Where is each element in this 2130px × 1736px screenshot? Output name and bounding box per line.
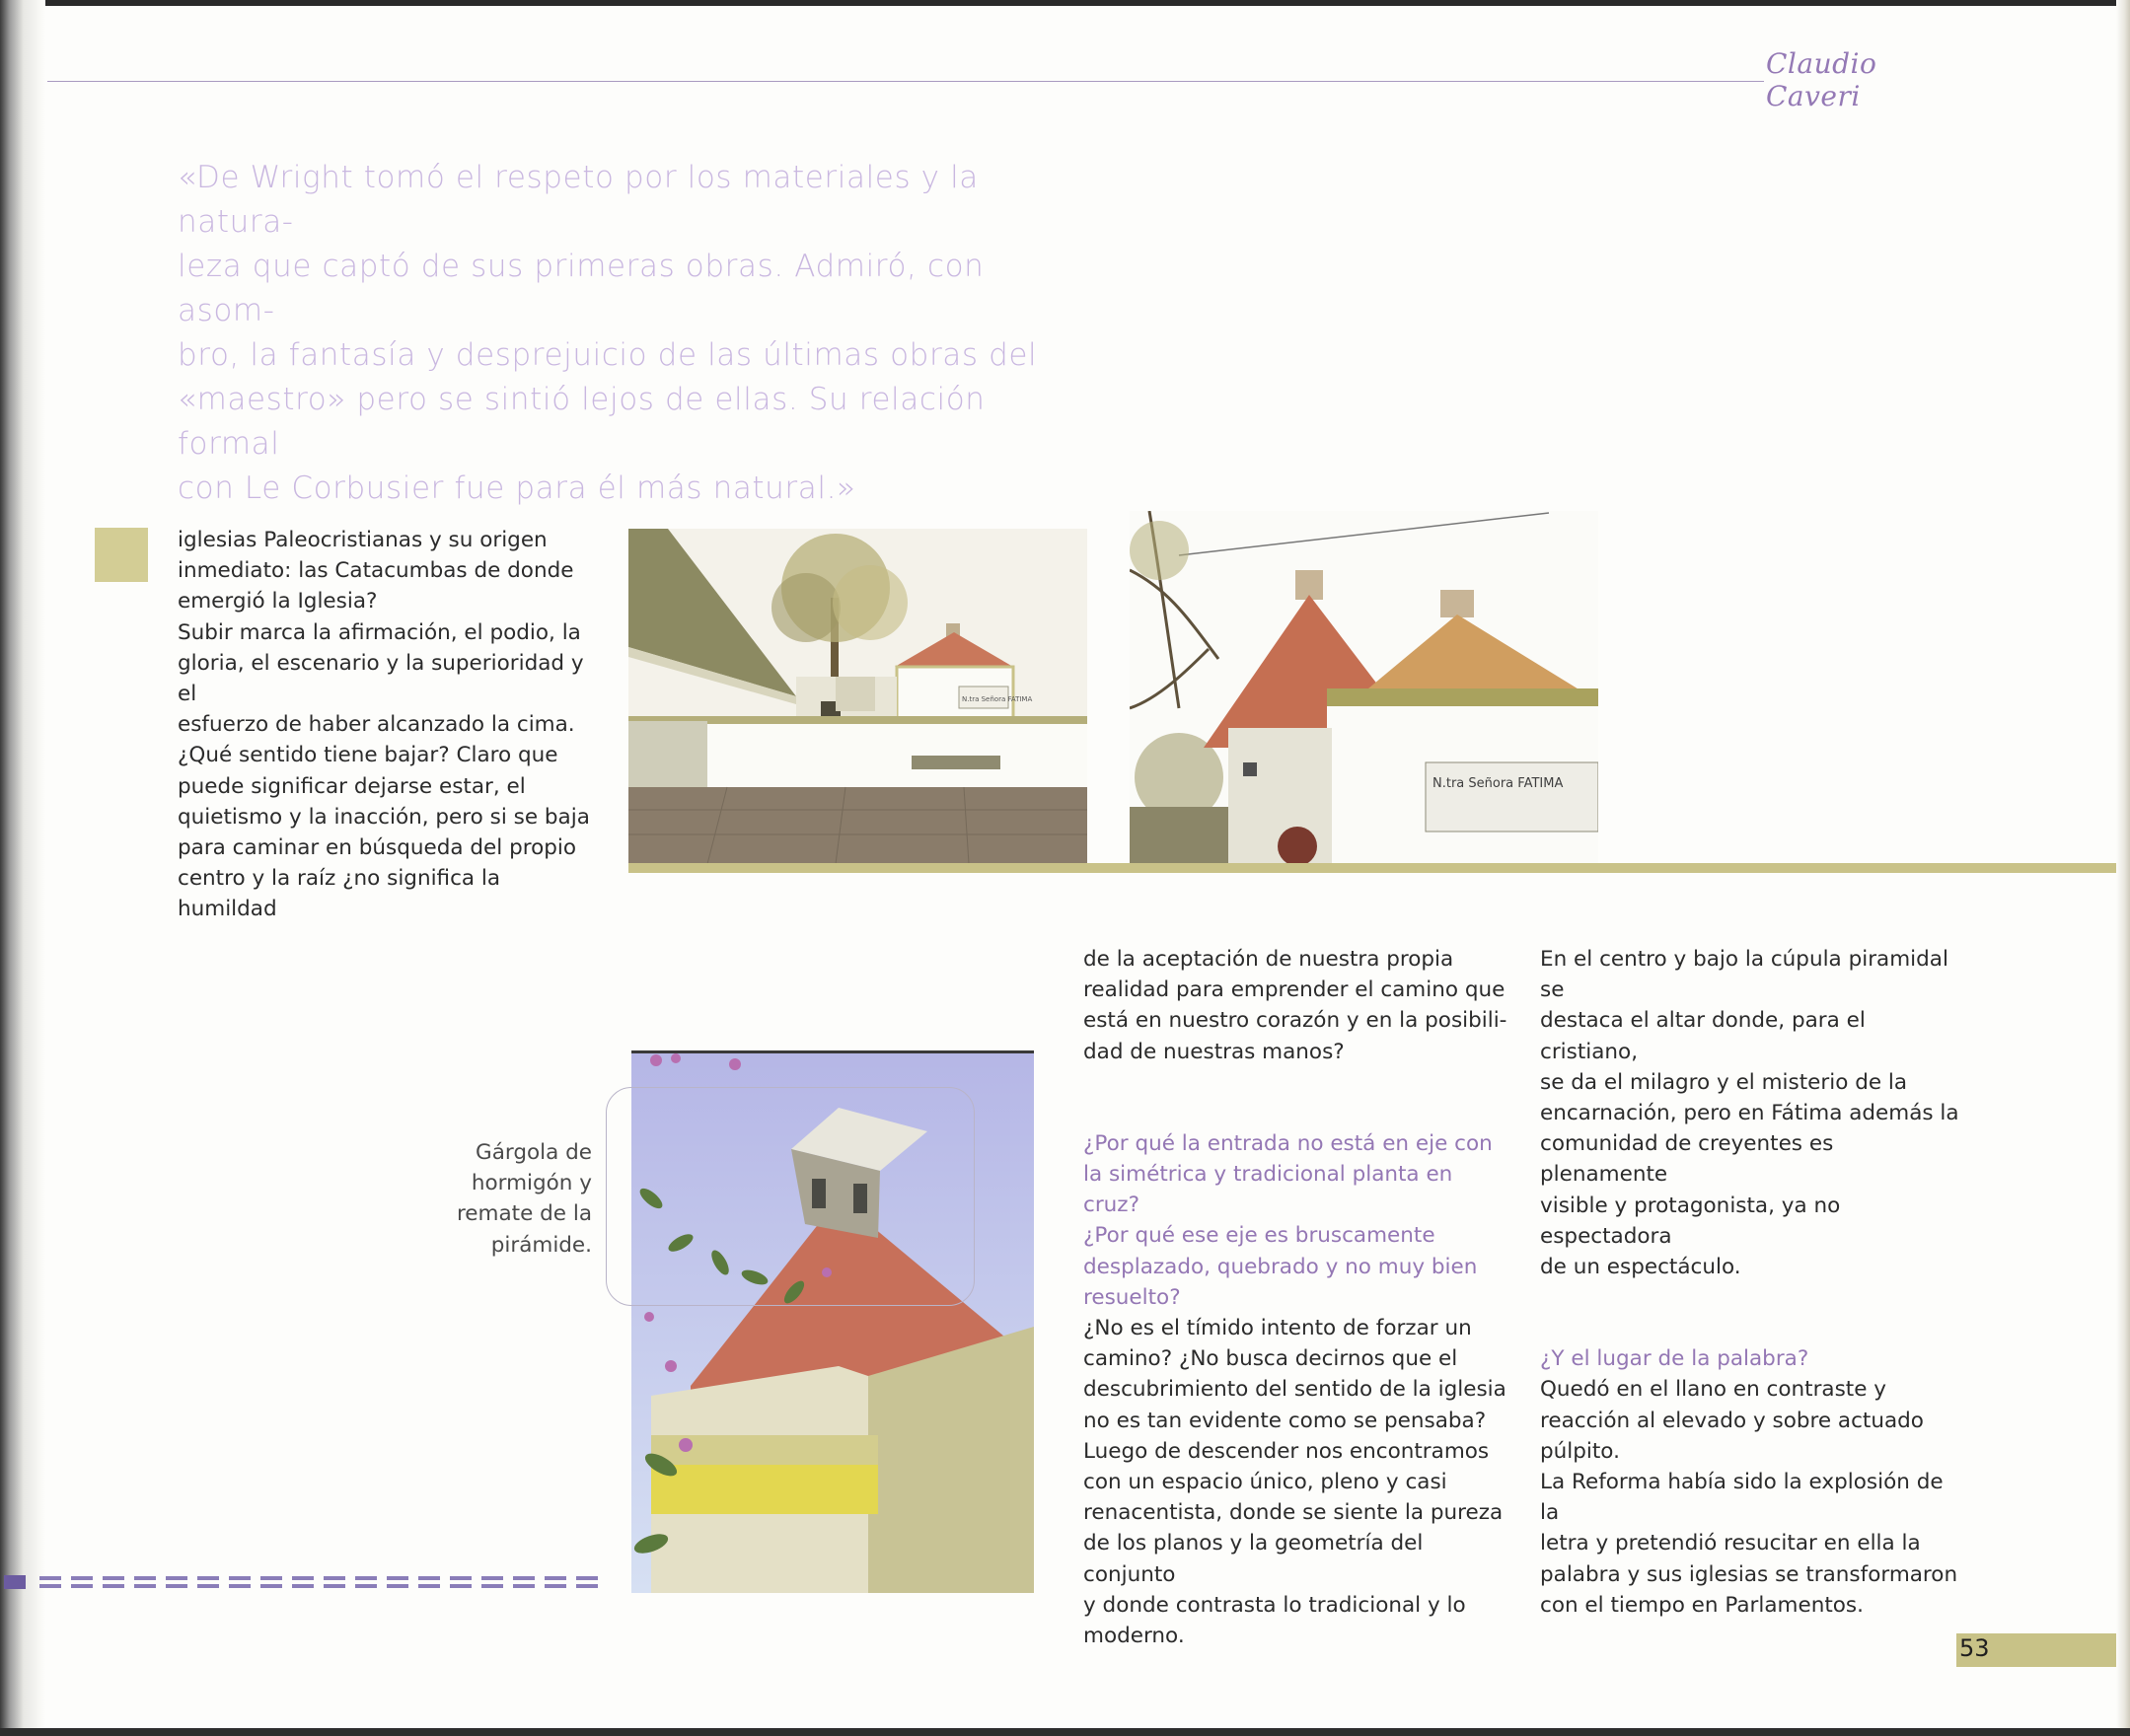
text-line: emergió la Iglesia? [178, 589, 378, 615]
text-line: gloria, el escenario y la superioridad y el [178, 650, 584, 707]
text-line: ¿Qué sentido tiene bajar? Claro que [178, 743, 558, 768]
caption-line: remate de la [456, 1201, 592, 1227]
right-text-column [1540, 944, 1964, 1621]
photo-baseline-band [628, 863, 2116, 873]
text-line: esfuerzo de haber alcanzado la cima. [178, 712, 575, 738]
quote-line: con Le Corbusier fue para él más natural.» [178, 470, 856, 506]
header-rule [47, 81, 1764, 82]
text-line: camino? ¿No busca decirnos que el [1083, 1346, 1458, 1372]
text-line: con un espacio único, pleno y casi [1083, 1470, 1447, 1495]
text-line: de la aceptación de nuestra propia [1083, 947, 1454, 972]
paragraph-gap [1540, 1282, 1964, 1343]
text-line: La Reforma había sido la explosión de la [1540, 1470, 1944, 1526]
question-line: ¿Por qué ese eje es bruscamente [1083, 1223, 1435, 1249]
left-text-column [178, 525, 602, 925]
text-line: púlpito. [1540, 1438, 1620, 1464]
church-pyramids-photo [1130, 511, 1598, 864]
question-line: ¿Por qué la entrada no está en eje con [1083, 1130, 1493, 1156]
text-line: renacentista, donde se siente la pureza [1083, 1500, 1504, 1526]
text-line: está en nuestro corazón y en la posibili- [1083, 1008, 1507, 1034]
page-number: 53 [1959, 1634, 1990, 1662]
text-line: realidad para emprender el camino que [1083, 977, 1506, 1003]
paragraph-gap [1083, 1067, 1507, 1128]
pull-quote [178, 156, 1085, 511]
caption-line: Gárgola de [476, 1140, 592, 1165]
quote-line: «De Wright tomó el respeto por los materiales y la natura- [178, 160, 979, 240]
callout-frame [606, 1087, 975, 1306]
text-line: visible y protagonista, ya no espectadora [1540, 1193, 1841, 1249]
text-line: y donde contrasta lo tradicional y lo [1083, 1592, 1466, 1618]
text-line: iglesias Paleocristianas y su origen [178, 528, 548, 552]
page-right-edge [2116, 0, 2130, 1736]
middle-text-column [1083, 944, 1507, 1651]
text-line: encarnación, pero en Fátima además la [1540, 1101, 1959, 1126]
question-line: la simétrica y tradicional planta en cruz? [1083, 1162, 1453, 1218]
text-line: quietismo y la inacción, pero si se baja [178, 804, 590, 830]
text-line: Subir marca la afirmación, el podio, la [178, 619, 581, 645]
book-spine-shadow [0, 0, 45, 1736]
text-line: moderno. [1083, 1624, 1185, 1649]
text-line: no es tan evidente como se pensaba? [1083, 1408, 1487, 1433]
text-line: centro y la raíz ¿no significa la humildad [178, 866, 501, 922]
text-line: de un espectáculo. [1540, 1255, 1741, 1280]
text-line: letra y pretendió resucitar en ella la [1540, 1531, 1921, 1556]
text-line: comunidad de creyentes es plenamente [1540, 1131, 1834, 1188]
dashed-decorative-rule [0, 1574, 631, 1592]
caption-line: hormigón y [471, 1171, 592, 1196]
text-line: para caminar en búsqueda del propio [178, 835, 577, 861]
text-line: descubrimiento del sentido de la iglesia [1083, 1377, 1506, 1403]
caption-line: pirámide. [490, 1232, 592, 1258]
text-line: inmediato: las Catacumbas de donde [178, 558, 574, 584]
church-courtyard-photo [628, 529, 1087, 864]
text-line: con el tiempo en Parlamentos. [1540, 1592, 1864, 1618]
quote-line: leza que captó de sus primeras obras. Admiró, con asom- [178, 249, 985, 328]
page-number-tab [1956, 1633, 2116, 1667]
text-line: reacción al elevado y sobre actuado [1540, 1408, 1924, 1433]
text-line: se da el milagro y el misterio de la [1540, 1069, 1908, 1095]
photo1-sign-text: N.tra Señora FATIMA [962, 695, 1033, 703]
text-line: puede significar dejarse estar, el [178, 773, 526, 799]
text-line: Luego de descender nos encontramos [1083, 1438, 1490, 1464]
text-line: ¿No es el tímido intento de forzar un [1083, 1316, 1472, 1341]
text-line: En el centro y bajo la cúpula piramidal se [1540, 947, 1948, 1003]
scan-bottom-edge [0, 1728, 2130, 1736]
text-line: de los planos y la geometría del conjunto [1083, 1531, 1424, 1587]
quote-line: bro, la fantasía y desprejuicio de las últimas obras del [178, 337, 1038, 373]
photo-caption [434, 1137, 592, 1261]
running-header-author: Claudio Caveri [1766, 47, 1877, 112]
question-line: resuelto? [1083, 1284, 1181, 1310]
text-line: destaca el altar donde, para el cristiano, [1540, 1008, 1866, 1064]
quote-line: «maestro» pero se sintió lejos de ellas. Su relación formal [178, 382, 986, 462]
text-line: palabra y sus iglesias se transformaron [1540, 1561, 1958, 1587]
text-line: dad de nuestras manos? [1083, 1039, 1345, 1064]
photo2-sign-text: N.tra Señora FATIMA [1432, 776, 1564, 791]
section-marker [95, 528, 148, 582]
scan-top-edge [0, 0, 2130, 6]
text-line: Quedó en el llano en contraste y [1540, 1377, 1887, 1403]
question-line: desplazado, quebrado y no muy bien [1083, 1254, 1478, 1279]
question-line: ¿Y el lugar de la palabra? [1540, 1346, 1809, 1372]
